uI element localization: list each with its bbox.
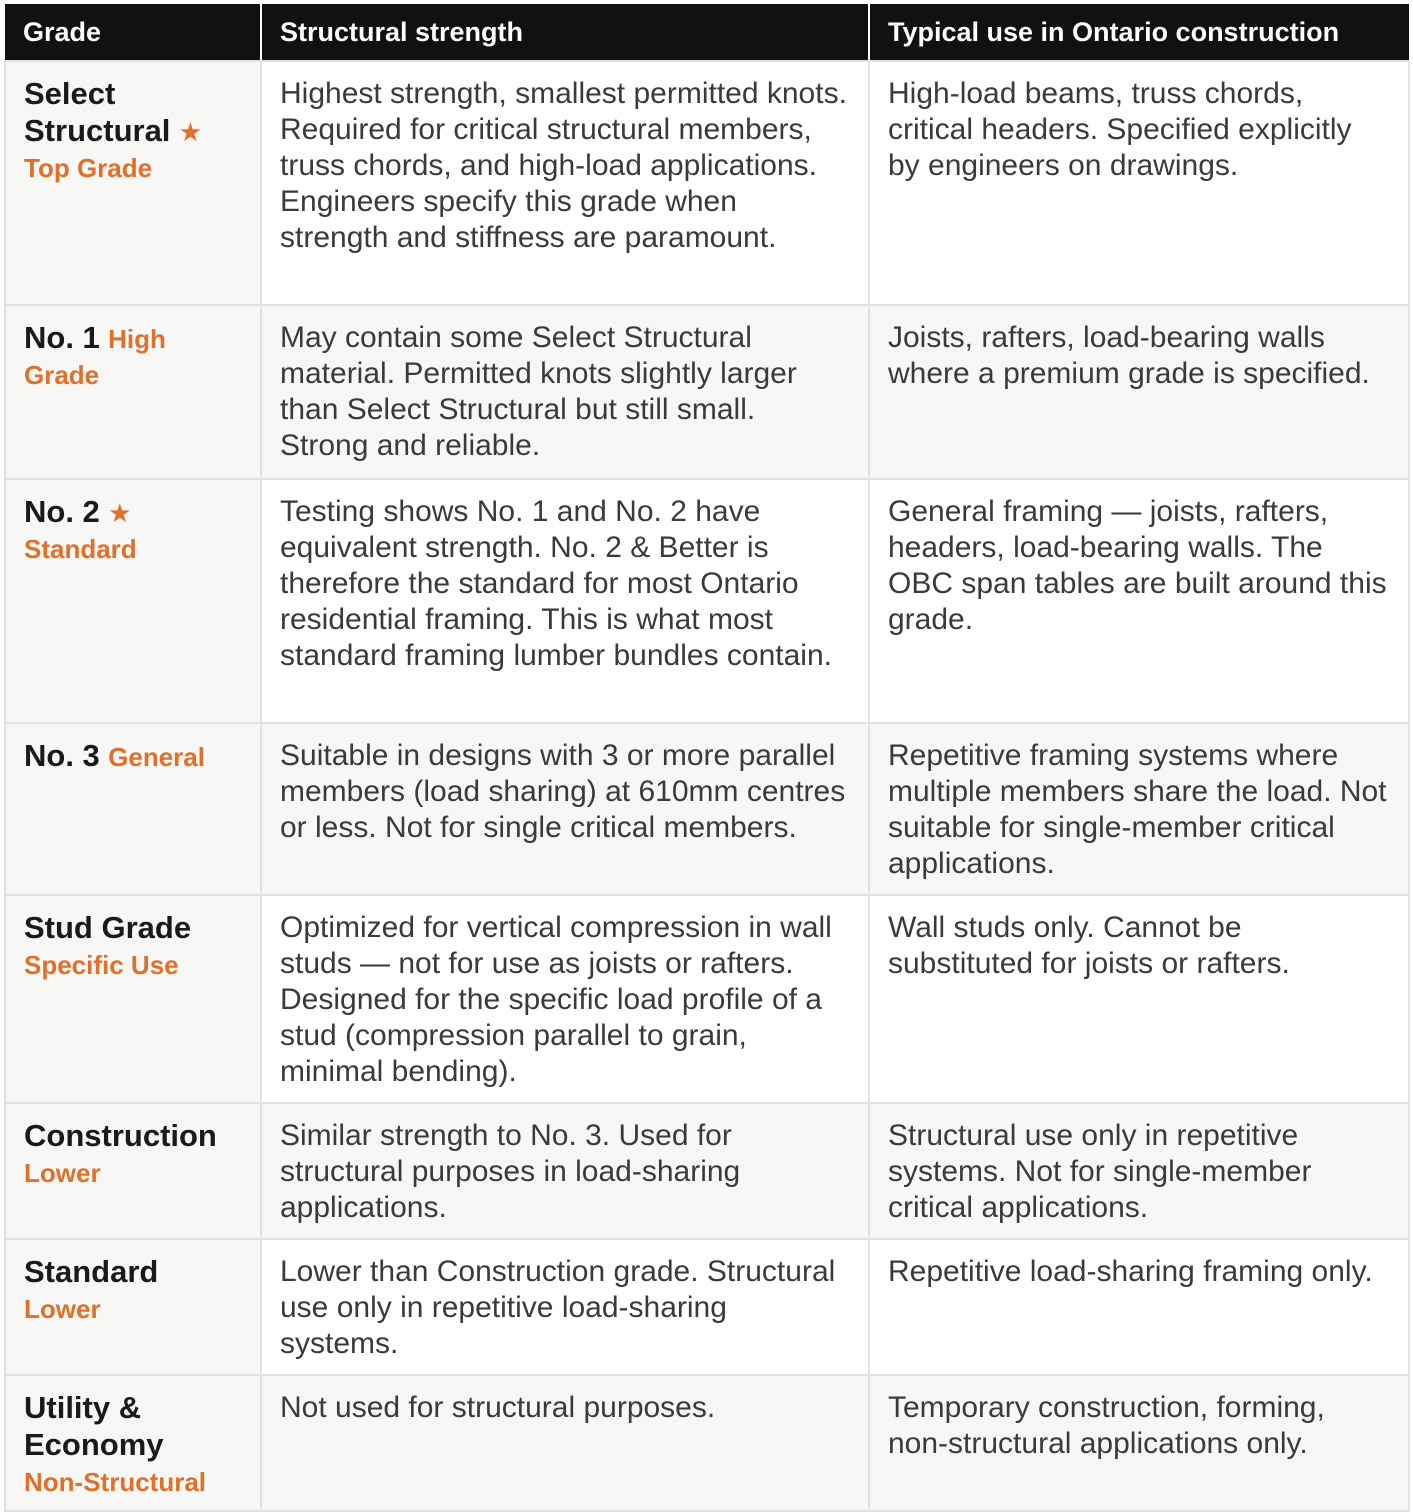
table-row xyxy=(5,305,1409,479)
grade-cell xyxy=(5,1375,261,1511)
use-cell: Temporary construction, forming, non-structural applications only. xyxy=(869,1375,1409,1511)
grade-cell xyxy=(5,305,261,479)
grade-cell xyxy=(5,61,261,305)
grade-tag: Top Grade xyxy=(24,153,153,183)
star-icon: ★ xyxy=(108,498,132,528)
table-row xyxy=(5,479,1409,723)
grade-cell xyxy=(5,723,261,895)
use-cell: Wall studs only. Cannot be substituted for joists or rafters. xyxy=(869,895,1409,1103)
grade-tag: Lower xyxy=(24,1158,101,1188)
strength-cell: Highest strength, smallest permitted knots. Required for critical structural members, truss chords, and high-load applications. Engineers specify this grade when strength and stiffness are paramount. xyxy=(261,61,869,305)
header-grade: Grade xyxy=(5,4,261,61)
grade-tag: Specific Use xyxy=(24,950,179,980)
grade-tag: Non-Structural xyxy=(24,1467,206,1497)
table-row xyxy=(5,1375,1409,1511)
use-cell: Repetitive framing systems where multiple members share the load. Not suitable for single-member critical applications. xyxy=(869,723,1409,895)
grade-name: Standard xyxy=(24,1254,159,1289)
lumber-grade-table xyxy=(4,4,1410,1512)
grade-name: No. 2 xyxy=(24,494,100,529)
use-cell: Structural use only in repetitive systems. Not for single-member critical applications. xyxy=(869,1103,1409,1239)
grade-tag: Standard xyxy=(24,534,137,564)
grade-tag: Lower xyxy=(24,1294,101,1324)
table-row xyxy=(5,1239,1409,1375)
use-cell: High-load beams, truss chords, critical headers. Specified explicitly by engineers on drawings. xyxy=(869,61,1409,305)
table-row xyxy=(5,895,1409,1103)
grade-cell xyxy=(5,1239,261,1375)
grade-cell xyxy=(5,479,261,723)
use-cell: Joists, rafters, load-bearing walls where a premium grade is specified. xyxy=(869,305,1409,479)
grade-name: Utility & Economy xyxy=(24,1390,164,1462)
header-structural-strength: Structural strength xyxy=(261,4,869,61)
strength-cell: Similar strength to No. 3. Used for structural purposes in load-sharing applications. xyxy=(261,1103,869,1239)
star-icon: ★ xyxy=(178,117,203,147)
table-row xyxy=(5,1103,1409,1239)
strength-cell: Optimized for vertical compression in wall studs — not for use as joists or rafters. Designed for the specific load profile of a stud (compression parallel to grain, minimal bending). xyxy=(261,895,869,1103)
header-typical-use: Typical use in Ontario construction xyxy=(869,4,1409,61)
grade-name: Stud Grade xyxy=(24,910,192,945)
grade-table-container xyxy=(4,4,1408,1512)
grade-name: Select Structural xyxy=(24,76,171,148)
grade-name: No. 3 xyxy=(24,738,100,773)
grade-name: No. 1 xyxy=(24,320,100,355)
strength-cell: May contain some Select Structural material. Permitted knots slightly larger than Select Structural but still small. Strong and reliable. xyxy=(261,305,869,479)
strength-cell: Not used for structural purposes. xyxy=(261,1375,869,1511)
grade-cell xyxy=(5,1103,261,1239)
strength-cell: Suitable in designs with 3 or more parallel members (load sharing) at 610mm centres or less. Not for single critical members. xyxy=(261,723,869,895)
strength-cell: Lower than Construction grade. Structural use only in repetitive load-sharing systems. xyxy=(261,1239,869,1375)
grade-tag: High Grade xyxy=(24,324,166,390)
header-row xyxy=(5,4,1409,61)
grade-tag: General xyxy=(108,742,205,772)
use-cell: General framing — joists, rafters, headers, load-bearing walls. The OBC span tables are built around this grade. xyxy=(869,479,1409,723)
strength-cell: Testing shows No. 1 and No. 2 have equivalent strength. No. 2 & Better is therefore the standard for most Ontario residential framing. This is what most standard framing lumber bundles contain. xyxy=(261,479,869,723)
grade-cell xyxy=(5,895,261,1103)
use-cell: Repetitive load-sharing framing only. xyxy=(869,1239,1409,1375)
grade-name: Construction xyxy=(24,1118,217,1153)
table-row xyxy=(5,61,1409,305)
table-row xyxy=(5,723,1409,895)
